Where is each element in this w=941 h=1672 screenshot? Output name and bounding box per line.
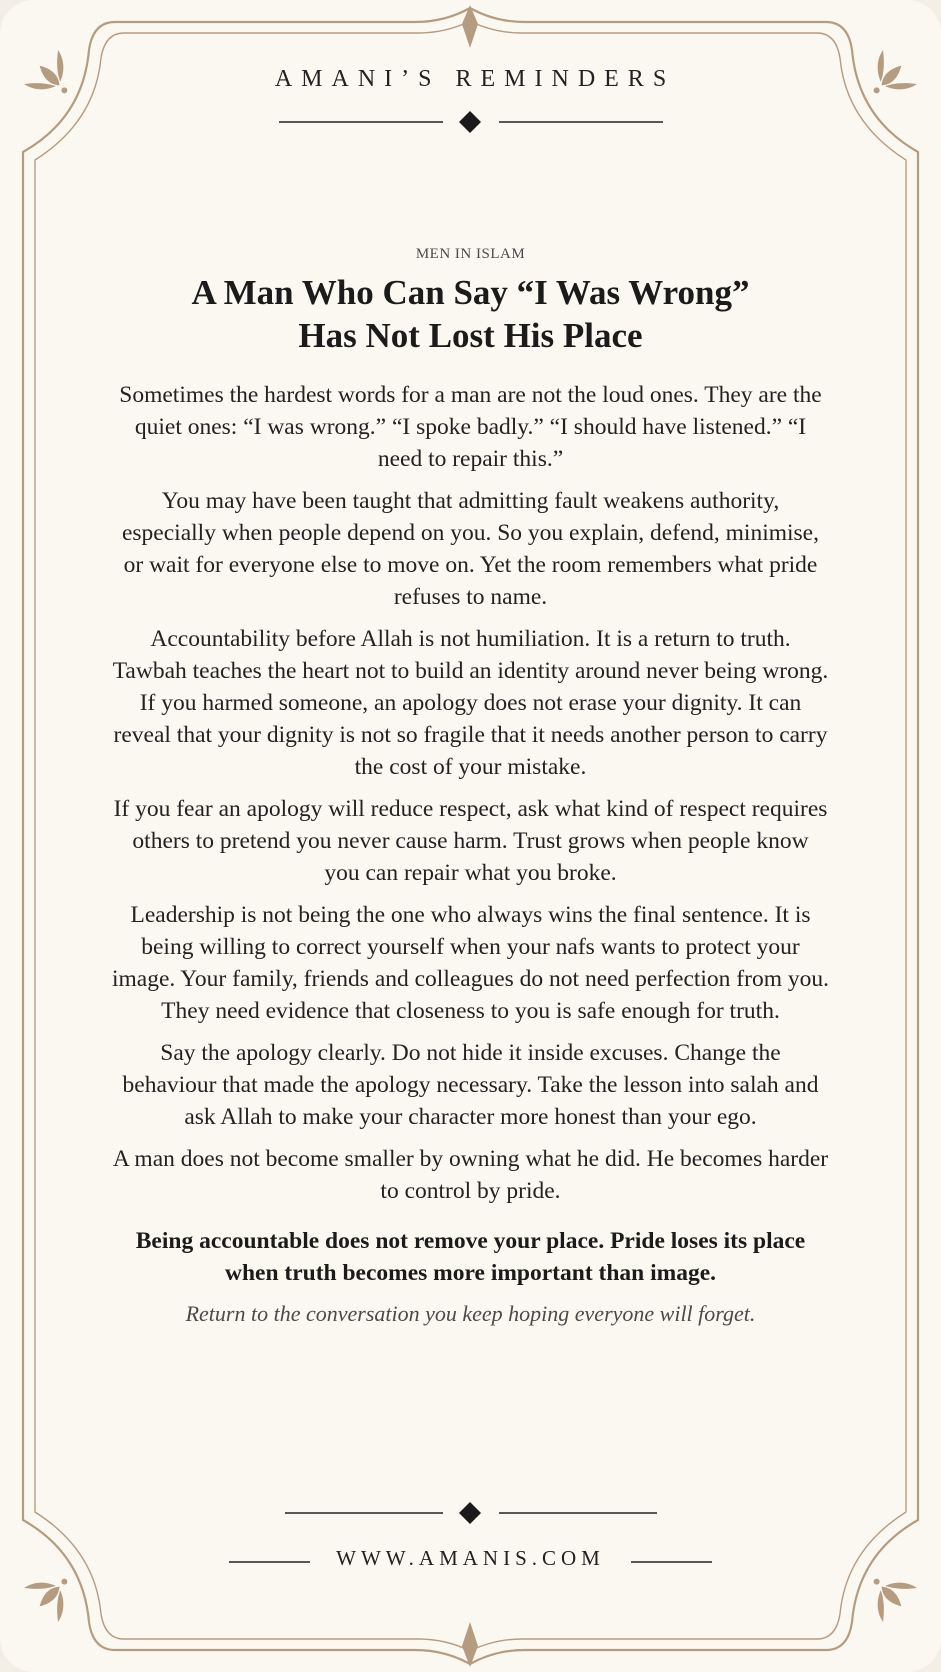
article-kicker: MEN IN ISLAM	[415, 246, 526, 262]
article	[112, 246, 829, 1329]
paragraph: Accountability before Allah is not humiliation. It is a return to truth. Tawbah teaches the heart not to build an identity around never being wrong. If you harmed someone, an apology does not erase your dignity. It can reveal that your dignity is not so fragile that it needs another person to carry the cost of your mistake.	[112, 626, 829, 780]
paragraph: Leadership is not being the one who always wins the final sentence. It is being willing to correct yourself when your nafs wants to protect your image. Your family, friends and colleagues do not need perfection from you. They need evidence that closeness to you is safe enough for truth.	[112, 902, 829, 1024]
paragraph: A man does not become smaller by owning what he did. He becomes harder to control by pride.	[112, 1146, 829, 1204]
title-line-2: Has Not Lost His Place	[298, 316, 643, 355]
call-to-action: Return to the conversation you keep hoping everyone will forget.	[185, 1301, 756, 1326]
paragraph: Sometimes the hardest words for a man are not the loud ones. They are the quiet ones: “I was wrong.” “I spoke badly.” “I should have listened.” “I need to repair this.”	[119, 382, 822, 472]
brand-title: AMANI’S REMINDERS	[274, 66, 676, 92]
website-url: WWW.AMANIS.COM	[336, 1546, 605, 1570]
footer-diamond-icon	[459, 1502, 481, 1524]
title-line-1: A Man Who Can Say “I Was Wrong”	[191, 273, 750, 312]
paragraph: You may have been taught that admitting fault weakens authority, especially when people depend on you. So you explain, defend, minimise, or wait for everyone else to move on. Yet the room remembers what pride refuses to name.	[121, 488, 819, 610]
paragraph: If you fear an apology will reduce respect, ask what kind of respect requires others to pretend you never cause harm. Trust grows when people know you can repair what you broke.	[113, 796, 828, 886]
article-title	[112, 271, 829, 357]
closing-statement: Being accountable does not remove your place. Pride loses its place when truth becomes more important than image.	[135, 1228, 806, 1286]
paragraph: Say the apology clearly. Do not hide it inside excuses. Change the behaviour that made the apology necessary. Take the lesson into salah and ask Allah to make your character more honest than your ego.	[122, 1040, 819, 1130]
header-diamond-icon	[459, 111, 481, 133]
